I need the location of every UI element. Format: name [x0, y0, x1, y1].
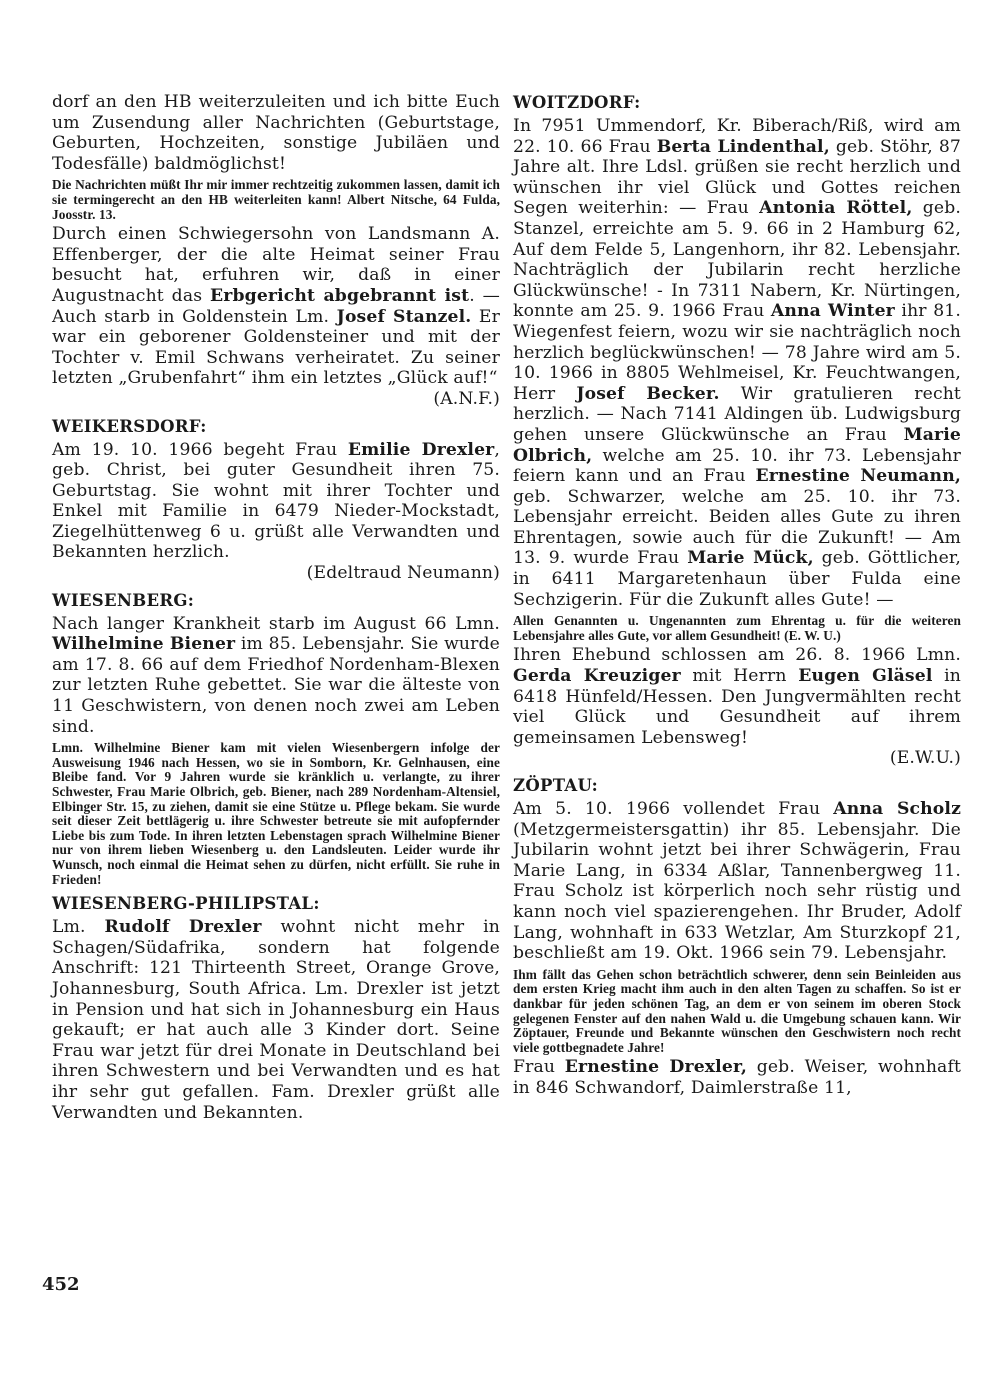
page-number: 452: [42, 1274, 80, 1295]
highlight-name: Emilie Drexler: [347, 439, 495, 460]
highlight-name: Eugen Gläsel: [798, 666, 933, 687]
highlight-name: Josef Stanzel.: [336, 306, 472, 327]
zoeptau-note: Ihm fällt das Gehen schon beträchtlich schwerer, denn sein Beinleiden aus dem ersten Krieg macht ihm auch in den alten Tagen zu schaffen. So ist er dankbar für jeden schönen Tag, an dem er von seinem im oberen Stock gelegenen Fenster auf den nahen Wald u. die Umgebung schauen kann. Wir Zöptauer, Freunde und Bekannte wünschen den Geschwistern noch recht viele gottbegnadete Jahre!: [513, 966, 961, 1055]
zoeptau-paragraph: Am 5. 10. 1966 vollendet Frau Anna Scholz (Metzgermeistersgattin) ihr 85. Lebensjahr. Die Jubilarin wohnt jetzt bei ihrer Schwägerin, Frau Marie Lang, in 6334 Aßlar, Tannenbergweg 11. Frau Scholz ist körperlich noch sehr rüstig und kann noch viel spazierengehen. Ihr Bruder, Adolf Lang, wohnhaft in 633 Wetzlar, Am Sturzkopf 21, beschließt am 19. Okt. 1966 sein 79. Lebensjahr.: [513, 799, 962, 964]
signature: (A.N.F.): [433, 388, 500, 409]
section-heading-weikersdorf: WEIKERSDORF:: [52, 416, 207, 436]
highlight-name: Ernestine Drexler,: [564, 1057, 748, 1078]
wiesenberg-note: Lmn. Wilhelmine Biener kam mit vielen Wiesenbergern infolge der Ausweisung 1946 nach Hessen, wo sie in Somborn, Kr. Gelnhausen, eine Bleibe fand. Vor 9 Jahren wurde sie kränklich u. verlangte, zu ihrer Schwester, Frau Marie Olbrich, geb. Biener, nach 289 Nordenham-Altensiel, Elbinger Str. 15, zu ziehen, damit sie eine Stütze u. Pflege bekam. Sie wurde seit dieser Zeit bettlägerig u. ihre Schwester betreute sie mit aufopfernder Liebe bis zum Tode. In ihren letzten Lebenstagen sprach Wilhelmine Biener nur von ihrem lieben Wiesenberg u. den Landsleuten. Leider wurde ihr Wunsch, noch einmal die Heimat sehen zu dürfen, nicht erfüllt. Sie ruhe in Frieden!: [52, 740, 500, 887]
woitzdorf-paragraph: In 7951 Ummendorf, Kr. Biberach/Riß, wird am 22. 10. 66 Frau Berta Lindenthal, geb. Stöhr, 87 Jahre alt. Ihre Ldsl. grüßen sie recht herzlich und wünschen ihr viel Glück und Gottes reichen Segen weiterhin: — Frau Antonia Röttel, geb. Stanzel, erreichte am 5. 9. 66 in 2 Hamburg 62, Auf dem Felde 5, Langenhorn, ihr 82. Lebensjahr. Nachträglich der Jubilarin recht herzliche Glückwünsche! - In 7311 Nabern, Kr. Nürtingen, konnte am 25. 9. 1966 Frau Anna Winter ihr 81. Wiegenfest feiern, wozu wir sie nachträglich noch herzlich beglückwünschen! — 78 Jahre wird am 5. 10. 1966 in 8805 Wehlmeisel, Kr. Feuchtwangen, Herr Josef Becker. Wir gratulieren recht herzlich. — Nach 7141 Aldingen üb. Ludwigsburg gehen unsere Glückwünsche an Frau Marie Olbrich, welche am 25. 10. ihr 73. Lebensjahr feiern kann und an Frau Ernestine Neumann, geb. Schwarzer, welche am 25. 10. ihr 73. Lebensjahr erreicht. Beiden alles Gute zu ihren Ehrentagen, sowie auch für die Zukunft! — Am 13. 9. wurde Frau Marie Mück, geb. Göttlicher, in 6411 Margaretenhaun über Fulda eine Sechzigerin. Für die Zukunft alles Gute! —: [513, 116, 961, 610]
section-heading-zoeptau: ZÖPTAU:: [513, 776, 598, 795]
signature: (E.W.U.): [889, 748, 961, 769]
wiesenberg-philipstal-paragraph: Lm. Rudolf Drexler wohnt nicht mehr in Schagen/Südafrika, sondern hat folgende Anschrift: 121 Thirteenth Street, Orange Grove, Johannesburg, South Africa. Lm. Drexler ist jetzt in Pension und hat sich in Johannesburg ein Haus gekauft; er hat auch alle 3 Kinder dort. Seine Frau war jetzt für drei Monate in Deutschland bei ihren Schwestern und bei Verwandten und es hat ihr sehr gut gefallen. Fam. Drexler grüßt alle Verwandten und Bekannten.: [52, 917, 500, 1123]
section-heading-wiesenberg: WIESENBERG:: [52, 590, 195, 610]
highlight-name: Erbgericht abgebrannt ist: [210, 285, 470, 306]
highlight-name: Berta Lindenthal,: [656, 136, 830, 157]
highlight-name: Marie Mück,: [687, 548, 814, 569]
signature: (Edeltraud Neumann): [306, 563, 500, 584]
intro-note: Die Nachrichten müßt Ihr mir immer rechtzeitig zukommen lassen, damit ich sie termingerecht an den HB weiterleiten kann! Albert Nitsche, 64 Fulda, Joosstr. 13.: [52, 177, 500, 222]
intro-paragraph: dorf an den HB weiterzuleiten und ich bitte Euch um Zusendung aller Nachrichten (Geburtstage, Geburten, Hochzeiten, sonstige Jubiläen und Todesfälle) baldmöglichst!: [52, 92, 500, 174]
highlight-name: Marie Olbrich,: [513, 424, 961, 466]
highlight-name: Antonia Röttel,: [759, 198, 913, 219]
right-column: [513, 92, 961, 1099]
highlight-name: Wilhelmine Biener: [52, 634, 236, 655]
weikersdorf-paragraph: Am 19. 10. 1966 begeht Frau Emilie Drexler, geb. Christ, bei guter Gesundheit ihren 75. Geburtstag. Sie wohnt mit ihrer Tochter und Enkel mit Familie in 6479 Nieder-Mockstadt, Ziegelhüttenweg 6 u. grüßt alle Verwandten und Bekannten herzlich. (Edeltraud Neumann): [52, 439, 500, 584]
highlight-name: Josef Becker.: [576, 383, 720, 404]
highlight-name: Gerda Kreuziger: [513, 666, 681, 687]
wiesenberg-paragraph: Nach langer Krankheit starb im August 66 Lmn. Wilhelmine Biener im 85. Lebensjahr. Sie wurde am 17. 8. 66 auf dem Friedhof Nordenham-Blexen zur letzten Ruhe gebettet. Sie war die älteste von 11 Geschwistern, von denen noch zwei am Leben sind.: [52, 613, 500, 737]
section-heading-wiesenberg-philipstal: WIESENBERG-PHILIPSTAL:: [52, 894, 320, 914]
section-heading-woitzdorf: WOITZDORF:: [513, 93, 641, 112]
highlight-name: Anna Winter: [770, 301, 895, 322]
woitzdorf-note: Allen Genannten u. Ungenannten zum Ehrentag u. für die weiteren Lebensjahre alles Gute, vor allem Gesundheit! (E. W. U.): [513, 613, 961, 643]
highlight-name: Rudolf Drexler: [104, 917, 262, 938]
left-column: [52, 92, 500, 1123]
zoeptau-last-paragraph: Frau Ernestine Drexler, geb. Weiser, wohnhaft in 846 Schwandorf, Daimlerstraße 11,: [513, 1057, 962, 1098]
goldenstein-paragraph: Durch einen Schwiegersohn von Landsmann A. Effenberger, der die alte Heimat seiner Frau besucht hat, erfuhren wir, daß in einer Augustnacht das Erbgericht abgebrannt ist. — Auch starb in Goldenstein Lm. Josef Stanzel. Er war ein geborener Goldensteiner und mit der Tochter v. Emil Schwans verheiratet. Zu seiner letzten „Grubenfahrt“ ihm ein letztes „Glück auf!“ (A.N.F.): [52, 224, 500, 409]
highlight-name: Ernestine Neumann,: [755, 466, 961, 487]
highlight-name: Anna Scholz: [833, 799, 962, 819]
wedding-paragraph: Ihren Ehebund schlossen am 26. 8. 1966 Lmn. Gerda Kreuziger mit Herrn Eugen Gläsel in 6418 Hünfeld/Hessen. Den Jungvermählten recht viel Glück und Gesundheit auf ihrem gemeinsamen Lebensweg! (E.W.U.): [513, 645, 961, 769]
